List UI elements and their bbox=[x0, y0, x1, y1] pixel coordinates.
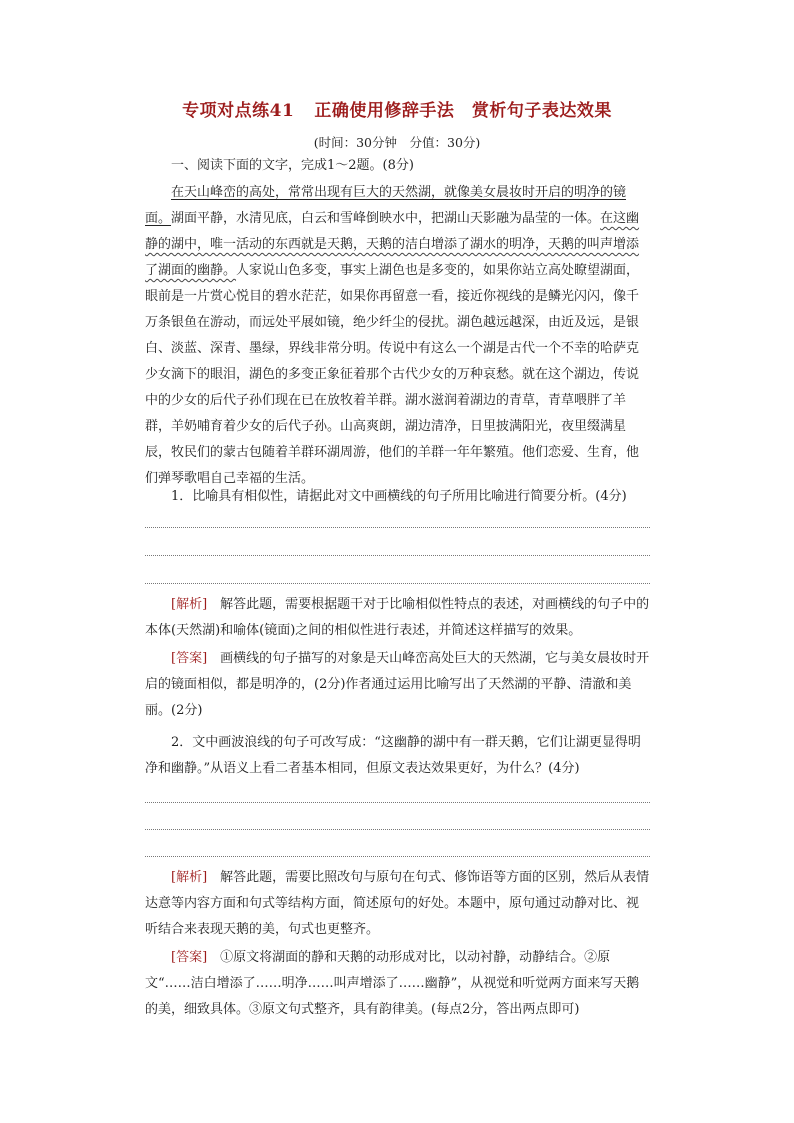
title-part2: 正确使用修辞手法 赏析句子表达效果 bbox=[314, 101, 612, 121]
question-1: 1．比喻具有相似性，请据此对文中画横线的句子所用比喻进行简要分析。(4分) bbox=[171, 489, 627, 504]
question-2: 2．文中画波浪线的句子可改写成：“这幽静的湖中有一群天鹅，它们让湖更显得明净和幽静。”从语义上看二者基本相同，但原文表达效果更好，为什么？(4分) bbox=[145, 735, 641, 776]
section1-heading: 一、阅读下面的文字，完成1～2题。(8分) bbox=[171, 158, 414, 173]
q2-analysis bbox=[145, 865, 651, 943]
answer-line bbox=[145, 802, 650, 803]
answer-line bbox=[145, 527, 650, 528]
q2-analysis-text: 解答此题，需要比照改句与原句在句式、修饰语等方面的区别，然后从表情达意等内容方面和句式等结构方面，简述原句的好处。本题中，原句通过动静对比、视听结合来表现天鹅的美，句式也更整齐。 bbox=[145, 870, 650, 937]
answer-tag: [答案] bbox=[171, 651, 208, 666]
q1-analysis bbox=[145, 592, 651, 644]
q1-answer bbox=[145, 646, 651, 724]
title-part1: 专项对点练41 bbox=[182, 101, 295, 121]
q2-answer bbox=[145, 945, 651, 1023]
analysis-tag: [解析] bbox=[171, 597, 208, 612]
passage-text-1: 湖面平静，水清见底，白云和雪峰倒映水中，把湖山天影融为晶莹的一体。 bbox=[171, 211, 601, 226]
time-and-score: (时间：30分钟 分值：30分) bbox=[313, 135, 481, 150]
answer-line bbox=[145, 555, 650, 556]
passage-text-2: 人家说山色多变，事实上湖色也是多变的，如果你站立高处瞭望湖面，眼前是一片赏心悦目的碧水茫茫，如果你再留意一看，接近你视线的是鳞光闪闪，像千万条银鱼在游动，而远处平展如镜，绝少纤尘的侵扰。湖色越远越深，由近及远，是银白、淡蓝、深青、墨绿，界线非常分明。传说中有这么一个湖是古代一个不幸的哈萨克少女滴下的眼泪，湖色的多变正象征着那个古代少女的万种哀愁。就在这个湖边，传说中的少女的后代子孙们现在已在放牧着羊群。湖水滋润着湖边的青草，青草喂胖了羊群，羊奶哺育着少女的后代子孙。山高爽朗，湖边清净，日里披满阳光，夜里缀满星辰，牧民们的蒙古包随着羊群环湖周游，他们的羊群一年年繁殖。他们恋爱、生育，他们弹琴歌唱自己幸福的生活。 bbox=[145, 263, 640, 486]
underlined-sentence: 在天山峰峦的高处，常常出现有巨大的天然湖，就像美女晨妆时开启的明净的镜面。 bbox=[145, 185, 627, 226]
q1-analysis-text: 解答此题，需要根据题干对于比喻相似性特点的表述，对画横线的句子中的本体(天然湖)和喻体(镜面)之间的相似性进行表述，并简述这样描写的效果。 bbox=[145, 597, 650, 638]
page-title bbox=[0, 96, 794, 121]
answer-line bbox=[145, 829, 650, 830]
answer-line bbox=[145, 583, 650, 584]
q2-answer-text: ①原文将湖面的静和天鹅的动形成对比，以动衬静，动静结合。②原文“……洁白增添了……明净……叫声增添了……幽静”，从视觉和听觉两方面来写天鹅的美，细致具体。③原文句式整齐，具有韵律美。(每点2分，答出两点即可) bbox=[145, 950, 640, 1017]
q1-answer-text: 画横线的句子描写的对象是天山峰峦高处巨大的天然湖，它与美女晨妆时开启的镜面相似，都是明净的，(2分)作者通过运用比喻写出了天然湖的平静、清澈和美丽。(2分) bbox=[145, 651, 650, 718]
reading-passage bbox=[145, 180, 651, 492]
wavy-underlined-sentence: 在这幽静的湖中，唯一活动的东西就是天鹅，天鹅的洁白增添了湖水的明净，天鹅的叫声增添了湖面的幽静。 bbox=[145, 211, 640, 278]
analysis-tag: [解析] bbox=[171, 870, 208, 885]
answer-tag: [答案] bbox=[171, 950, 208, 965]
answer-line bbox=[145, 856, 650, 857]
